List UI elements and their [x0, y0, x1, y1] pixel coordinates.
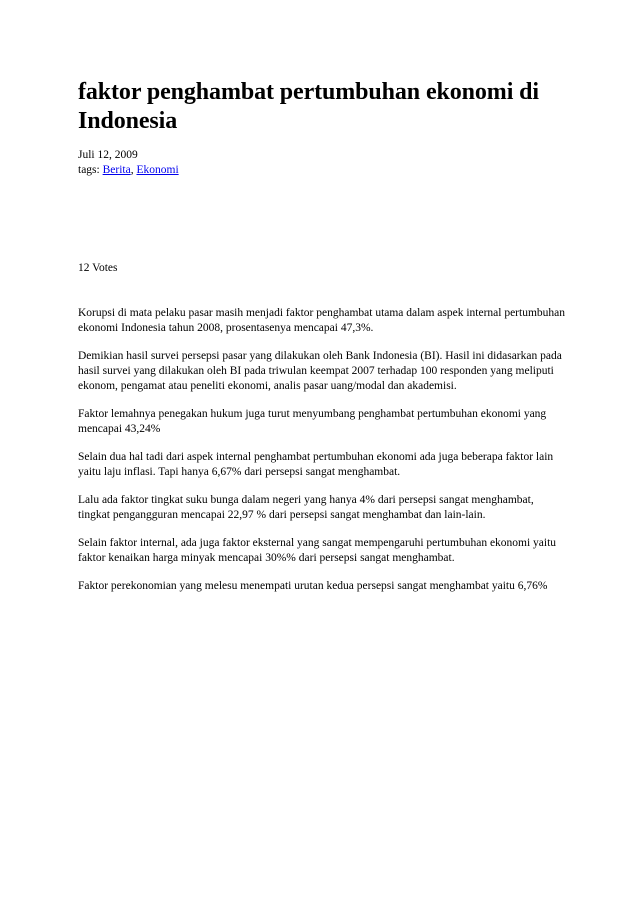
paragraph: Selain dua hal tadi dari aspek internal penghambat pertumbuhan ekonomi ada juga beberapa faktor lain yaitu laju inflasi. Tapi hanya 6,67% dari persepsi sangat menghambat. — [78, 451, 554, 478]
paragraph: Demikian hasil survei persepsi pasar yang dilakukan oleh Bank Indonesia (BI). Hasil ini didasarkan pada hasil survei yang dilakukan oleh BI pada triwulan keempat 2007 terhadap 100 responden yang meliputi ekonom, pengamat atau peneliti ekonomi, analis pasar uang/modal dan akademisi. — [78, 350, 562, 392]
tag-link-ekonomi[interactable]: Ekonomi — [136, 164, 179, 176]
post-meta — [78, 148, 566, 178]
tag-separator: , — [130, 164, 134, 176]
paragraph: Selain faktor internal, ada juga faktor eksternal yang sangat mempengaruhi pertumbuhan ekonomi yaitu faktor kenaikan harga minyak mencapai 30%% dari persepsi sangat menghambat. — [78, 537, 557, 564]
post-tags — [78, 163, 566, 178]
paragraph: Korupsi di mata pelaku pasar masih menjadi faktor penghambat utama dalam aspek internal pertumbuhan ekonomi Indonesia tahun 2008, prosentasenya mencapai 47,3%. — [78, 307, 565, 334]
post-date: Juli 12, 2009 — [78, 149, 138, 161]
paragraph: Faktor perekonomian yang melesu menempati urutan kedua persepsi sangat menghambat yaitu 6,76% — [78, 580, 548, 592]
article-body — [78, 306, 566, 594]
paragraph: Lalu ada faktor tingkat suku bunga dalam negeri yang hanya 4% dari persepsi sangat menghambat, tingkat pengangguran mencapai 22,97 % dari persepsi sangat menghambat dan lain-lain. — [78, 494, 534, 521]
post-title: faktor penghambat pertumbuhan ekonomi di Indonesia — [78, 79, 539, 134]
paragraph: Faktor lemahnya penegakan hukum juga turut menyumbang penghambat pertumbuhan ekonomi yang mencapai 43,24% — [78, 408, 547, 435]
tags-label: tags: — [78, 164, 100, 176]
vote-count: 12 Votes — [78, 262, 118, 274]
tag-link-berita[interactable]: Berita — [102, 164, 131, 176]
post-content — [78, 78, 566, 607]
